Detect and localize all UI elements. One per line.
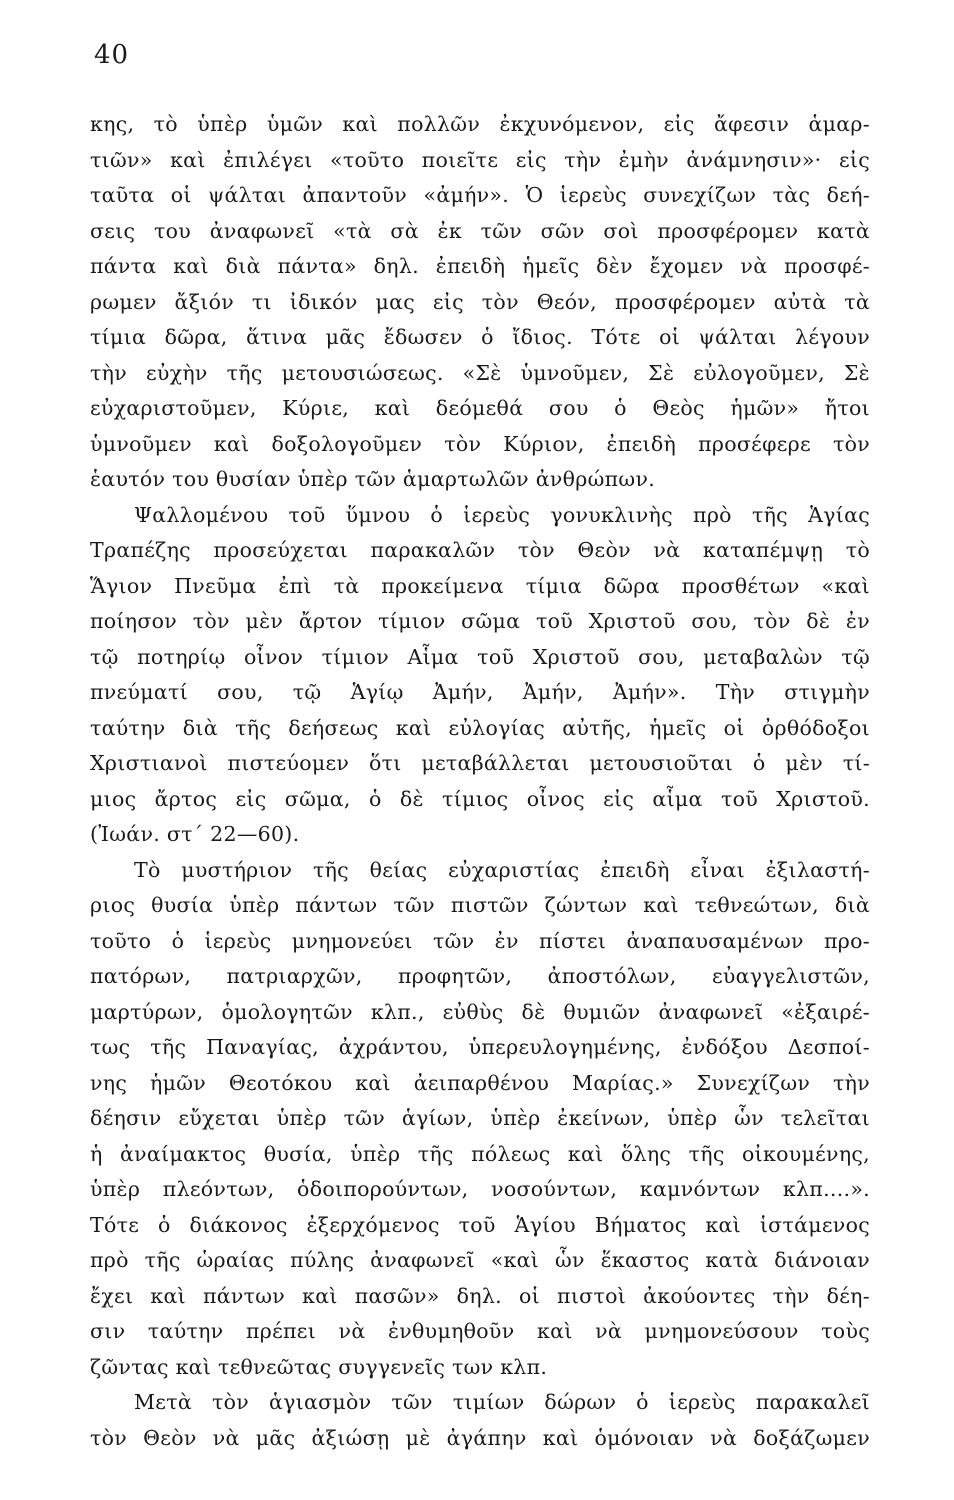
text-line: ὑπὲρ πλεόντων, ὁδοιπορούντων, νοσούντων, καμνόντων κλπ....». [90, 1177, 870, 1201]
text-line: πατόρων, πατριαρχῶν, προφητῶν, ἀποστόλων, εὐαγγελιστῶν, [90, 964, 870, 988]
text-line: Τότε ὁ διάκονος ἐξερχόμενος τοῦ Ἁγίου Βήματος καὶ ἱστάμενος [90, 1212, 870, 1237]
text-line: σιν ταύτην πρέπει νὰ ἐνθυμηθοῦν καὶ νὰ μνημονεύσουν τοὺς [90, 1319, 870, 1343]
text-line: τὸν Θεὸν νὰ μᾶς ἀξιώσῃ μὲ ἀγάπην καὶ ὁμόνοιαν νὰ δοξάζωμεν [90, 1425, 870, 1450]
text-line: δέησιν εὔχεται ὑπὲρ τῶν ἁγίων, ὑπὲρ ἐκείνων, ὑπὲρ ὧν τελεῖται [90, 1106, 870, 1130]
text-line: Μετὰ τὸν ἁγιασμὸν τῶν τιμίων δώρων ὁ ἱερεὺς παρακαλεῖ [134, 1390, 870, 1414]
text-line: τίμια δῶρα, ἅτινα μᾶς ἔδωσεν ὁ ἴδιος. Τότε οἱ ψάλται λέγουν [90, 325, 870, 349]
text-line: ποίησον τὸν μὲν ἄρτον τίμιον σῶμα τοῦ Χριστοῦ σου, τὸν δὲ ἐν [90, 609, 870, 633]
text-line: Χριστιανοὶ πιστεύομεν ὅτι μεταβάλλεται μετουσιοῦται ὁ μὲν τί- [90, 751, 870, 775]
text-line: (Ἰωάν. στ΄ 22—60). [90, 822, 300, 846]
text-line: πρὸ τῆς ὡραίας πύλης ἀναφωνεῖ «καὶ ὧν ἕκαστος κατὰ διάνοιαν [90, 1248, 870, 1272]
text-line: νης ἡμῶν Θεοτόκου καὶ ἀειπαρθένου Μαρίας.» Συνεχίζων τὴν [90, 1070, 870, 1095]
text-line: ταῦτα οἱ ψάλται ἀπαντοῦν «ἀμήν». Ὁ ἱερεὺς συνεχίζων τὰς δεή- [90, 183, 870, 207]
text-line: πάντα καὶ διὰ πάντα» δηλ. ἐπειδὴ ἡμεῖς δὲν ἔχομεν νὰ προσφέ- [90, 254, 870, 278]
text-line: τως τῆς Παναγίας, ἀχράντου, ὑπερευλογημένης, ἐνδόξου Δεσποί- [90, 1035, 870, 1059]
text-line: τιῶν» καὶ ἐπιλέγει «τοῦτο ποιεῖτε εἰς τὴν ἐμὴν ἀνάμνησιν»· εἰς [90, 147, 870, 172]
page-number: 40 [94, 40, 130, 70]
text-line: κης, τὸ ὑπὲρ ὑμῶν καὶ πολλῶν ἐκχυνόμενον, εἰς ἄφεσιν ἁμαρ- [90, 112, 870, 136]
text-line: ἑαυτόν του θυσίαν ὑπὲρ τῶν ἁμαρτωλῶν ἀνθρώπων. [90, 467, 656, 491]
text-line: ταύτην διὰ τῆς δεήσεως καὶ εὐλογίας αὐτῆς, ἡμεῖς οἱ ὀρθόδοξοι [90, 715, 870, 740]
text-line: Τὸ μυστήριον τῆς θείας εὐχαριστίας ἐπειδὴ εἶναι ἐξιλαστή- [134, 857, 870, 882]
text-line: ὑμνοῦμεν καὶ δοξολογοῦμεν τὸν Κύριον, ἐπειδὴ προσέφερε τὸν [90, 431, 870, 456]
text-line: ριος θυσία ὑπὲρ πάντων τῶν πιστῶν ζώντων καὶ τεθνεώτων, διὰ [90, 893, 870, 917]
body-text [90, 107, 870, 1456]
text-line: Τραπέζης προσεύχεται παρακαλῶν τὸν Θεὸν νὰ καταπέμψῃ τὸ [90, 538, 870, 562]
text-line: πνεύματί σου, τῷ Ἁγίῳ Ἀμήν, Ἀμήν, Ἀμήν». Τὴν στιγμὴν [90, 680, 870, 704]
text-line: ζῶντας καὶ τεθνεῶτας συγγενεῖς των κλπ. [90, 1354, 548, 1379]
text-line: ἔχει καὶ πάντων καὶ πασῶν» δηλ. οἱ πιστοὶ ἀκούοντες τὴν δέη- [90, 1283, 870, 1308]
text-line: Ἅγιον Πνεῦμα ἐπὶ τὰ προκείμενα τίμια δῶρα προσθέτων «καὶ [90, 573, 870, 598]
text-line: ρωμεν ἄξιόν τι ἰδικόν μας εἰς τὸν Θεόν, προσφέρομεν αὐτὰ τὰ [90, 289, 870, 314]
text-line: μαρτύρων, ὁμολογητῶν κλπ., εὐθὺς δὲ θυμιῶν ἀναφωνεῖ «ἐξαιρέ- [90, 999, 870, 1024]
text-line: τῷ ποτηρίῳ οἶνον τίμιον Αἷμα τοῦ Χριστοῦ σου, μεταβαλὼν τῷ [90, 644, 870, 669]
text-line: εὐχαριστοῦμεν, Κύριε, καὶ δεόμεθά σου ὁ Θεὸς ἡμῶν» ἤτοι [90, 396, 870, 420]
text-line: τοῦτο ὁ ἱερεὺς μνημονεύει τῶν ἐν πίστει ἀναπαυσαμένων προ- [90, 928, 870, 953]
text-line: ἡ ἀναίμακτος θυσία, ὑπὲρ τῆς πόλεως καὶ ὅλης τῆς οἰκουμένης, [90, 1141, 870, 1166]
text-line: μιος ἄρτος εἰς σῶμα, ὁ δὲ τίμιος οἶνος εἰς αἷμα τοῦ Χριστοῦ. [90, 786, 870, 811]
text-line: τὴν εὐχὴν τῆς μετουσιώσεως. «Σὲ ὑμνοῦμεν, Σὲ εὐλογοῦμεν, Σὲ [90, 360, 870, 385]
text-line: σεις του ἀναφωνεῖ «τὰ σὰ ἐκ τῶν σῶν σοὶ προσφέρομεν κατὰ [90, 218, 870, 243]
text-line: Ψαλλομένου τοῦ ὕμνου ὁ ἱερεὺς γονυκλινὴς πρὸ τῆς Ἁγίας [134, 502, 870, 527]
